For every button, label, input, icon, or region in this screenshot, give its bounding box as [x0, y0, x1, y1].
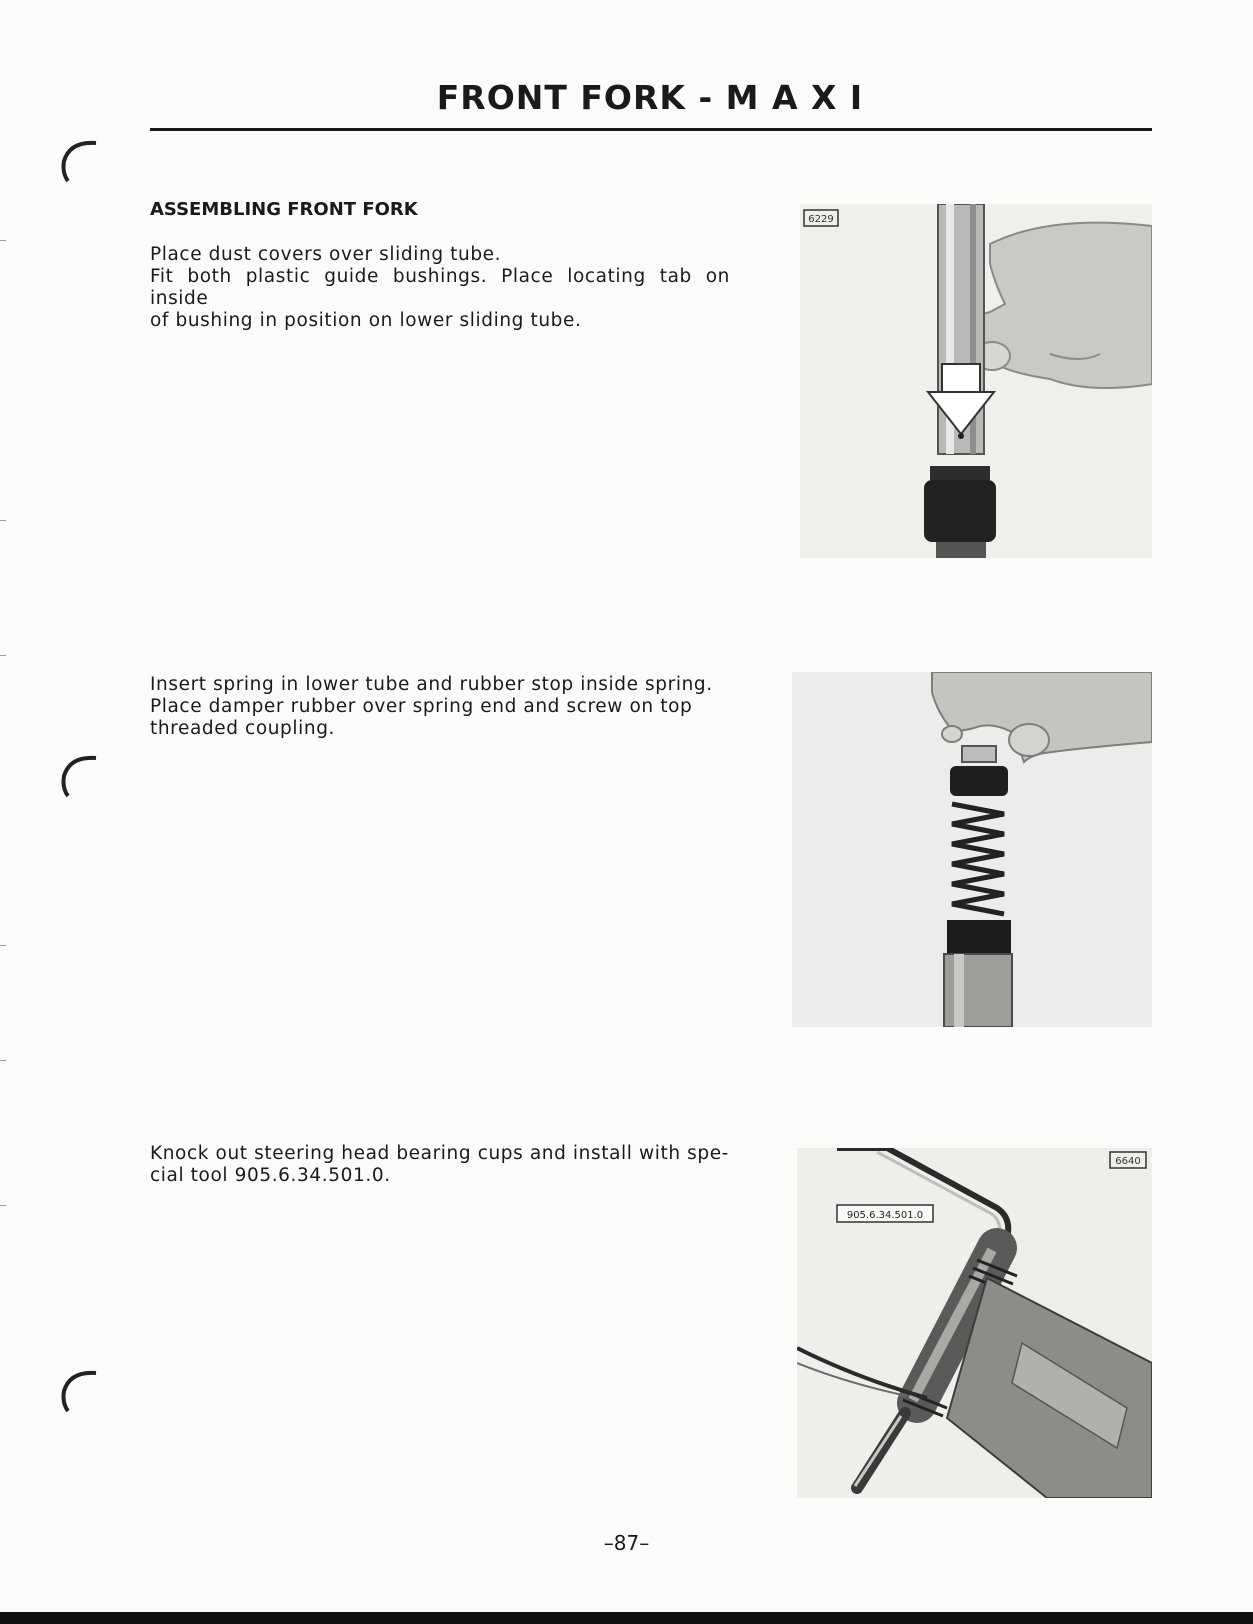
- section-heading: ASSEMBLING FRONT FORK: [150, 199, 418, 220]
- text-line: Fit both plastic guide bushings. Place locating tab on inside: [150, 266, 730, 309]
- text-line: cial tool 905.6.34.501.0.: [150, 1165, 391, 1186]
- text-line: Place dust covers over sliding tube.: [150, 244, 502, 265]
- margin-tick: [0, 1205, 6, 1206]
- margin-tick: [0, 1060, 6, 1061]
- text-line: Insert spring in lower tube and rubber stop inside spring.: [150, 674, 713, 695]
- text-line: Place damper rubber over spring end and screw on top: [150, 696, 693, 717]
- step-1-text: [150, 244, 730, 332]
- step-2-text: [150, 674, 730, 740]
- photo-steering-head-tool: [797, 1148, 1152, 1498]
- margin-tick: [0, 655, 6, 656]
- binder-hole-icon: [52, 750, 102, 800]
- scan-edge: [0, 1612, 1253, 1624]
- text-line: Knock out steering head bearing cups and install with spe-: [150, 1143, 729, 1164]
- figure-number: 6229: [808, 214, 834, 225]
- step-3-text: [150, 1143, 730, 1187]
- margin-tick: [0, 240, 6, 241]
- page-number: –87–: [603, 1531, 650, 1555]
- text-line: threaded coupling.: [150, 718, 336, 739]
- margin-tick: [0, 945, 6, 946]
- margin-tick: [0, 520, 6, 521]
- photo-spring-damper: [792, 672, 1152, 1027]
- tool-label: 905.6.34.501.0: [846, 1210, 924, 1221]
- binder-hole-icon: [52, 135, 102, 185]
- header-rule: [150, 128, 1152, 131]
- page-title: FRONT FORK - M A X I: [436, 78, 864, 117]
- figure-number: 6640: [1115, 1156, 1141, 1167]
- binder-hole-icon: [52, 1365, 102, 1415]
- text-line: of bushing in position on lower sliding tube.: [150, 310, 582, 331]
- photo-fork-tube-bushing: [800, 204, 1152, 558]
